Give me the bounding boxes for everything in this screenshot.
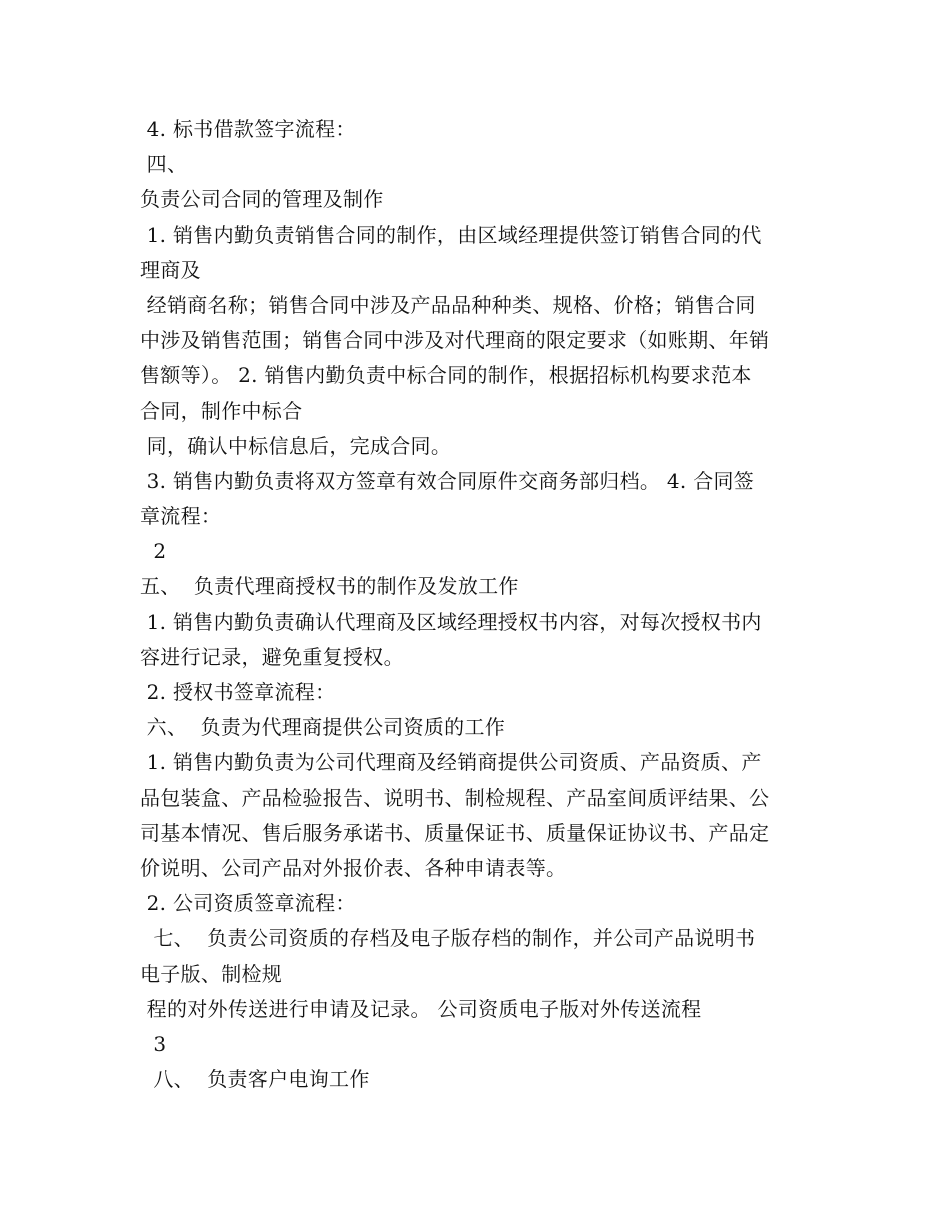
text-line: 1. 销售内勤负责销售合同的制作，由区域经理提供签订销售合同的代 xyxy=(140,222,762,247)
text-line: 同，确认中标信息后，完成合同。 xyxy=(140,433,452,458)
text-line: 2. 公司资质签章流程： xyxy=(140,891,356,916)
text-line: 负责公司合同的管理及制作 xyxy=(140,187,384,212)
text-line: 四、 xyxy=(140,152,188,177)
text-line: 容进行记录，避免重复授权。 xyxy=(140,644,404,669)
text-line: 合同，制作中标合 xyxy=(140,398,303,423)
text-line: 3. 销售内勤负责将双方签章有效合同原件交商务部归档。 4. 合同签 xyxy=(140,468,755,493)
text-line: 品包装盒、产品检验报告、说明书、制检规程、产品室间质评结果、公 xyxy=(140,785,770,810)
document-body xyxy=(140,112,820,1097)
text-line: 司基本情况、售后服务承诺书、质量保证书、质量保证协议书、产品定 xyxy=(140,820,770,845)
text-line: 经销商名称；销售合同中涉及产品品种种类、规格、价格；销售合同 xyxy=(140,292,756,317)
page-number: 2 xyxy=(140,539,167,564)
text-line: 1. 销售内勤负责确认代理商及区域经理授权书内容，对每次授权书内 xyxy=(140,609,762,634)
text-line: 电子版、制检规 xyxy=(140,961,283,986)
text-line: 4. 标书借款签字流程： xyxy=(140,117,356,141)
text-line: 程的对外传送进行申请及记录。 公司资质电子版对外传送流程 xyxy=(140,996,702,1021)
text-line: 1. 销售内勤负责为公司代理商及经销商提供公司资质、产品资质、产 xyxy=(140,750,762,775)
section-heading: 八、 负责客户电询工作 xyxy=(140,1067,370,1092)
text-line: 中涉及销售范围；销售合同中涉及对代理商的限定要求（如账期、年销 xyxy=(140,328,770,353)
page-number: 3 xyxy=(140,1031,167,1056)
section-heading: 五、 负责代理商授权书的制作及发放工作 xyxy=(140,574,519,599)
section-heading: 六、 负责为代理商提供公司资质的工作 xyxy=(140,715,506,740)
text-line: 2. 授权书签章流程： xyxy=(140,680,336,704)
text-line: 售额等）。 2. 销售内勤负责中标合同的制作，根据招标机构要求范本 xyxy=(140,363,752,388)
section-heading: 七、 负责公司资质的存档及电子版存档的制作，并公司产品说明书 xyxy=(140,926,756,951)
text-line: 章流程： xyxy=(140,504,222,529)
text-line: 理商及 xyxy=(140,257,201,282)
text-line: 价说明、公司产品对外报价表、各种申请表等。 xyxy=(140,855,567,880)
